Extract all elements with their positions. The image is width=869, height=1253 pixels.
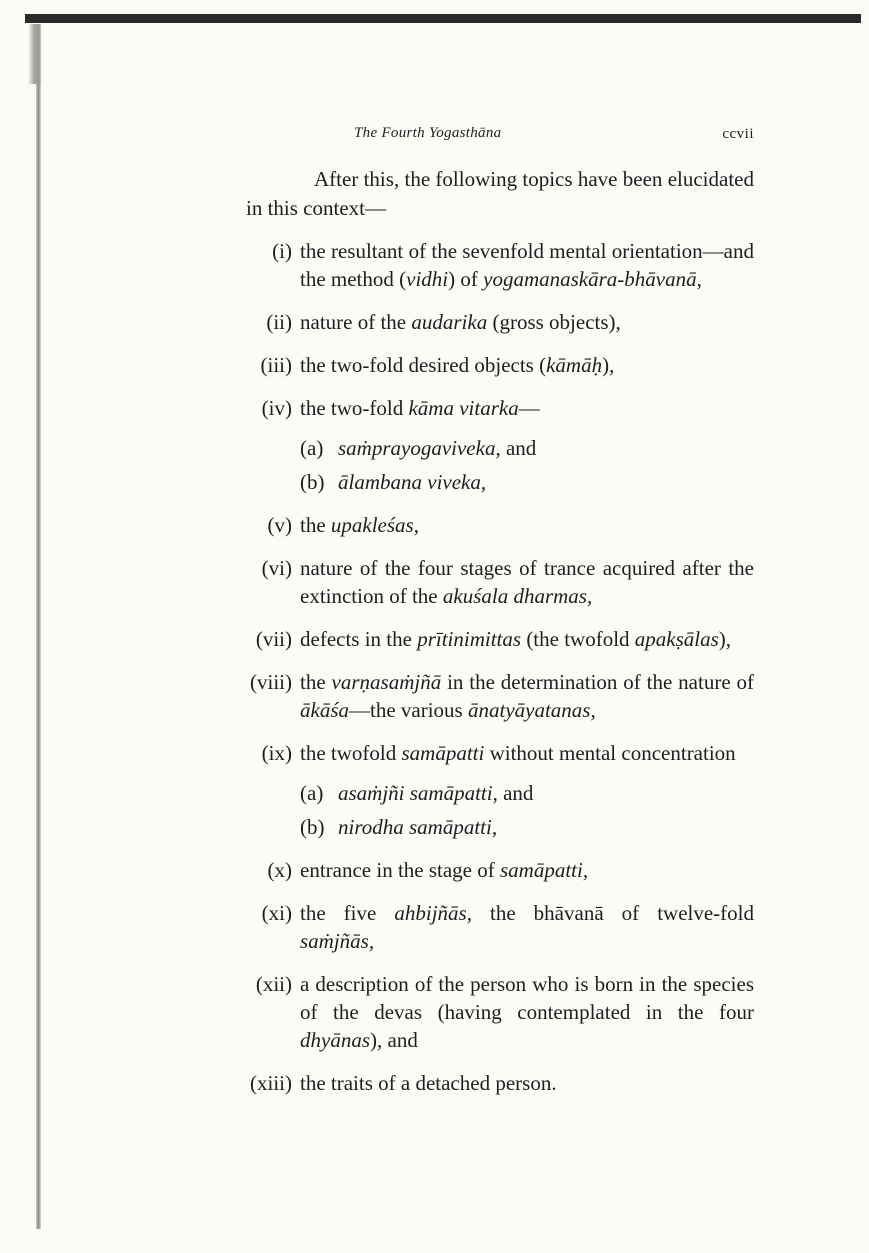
topic-number: (xi) <box>261 901 292 925</box>
italic-term: ākāśa <box>300 698 349 722</box>
italic-term: nirodha samāpatti, <box>338 815 498 839</box>
text-run: ) of <box>448 267 484 291</box>
topic-text <box>300 1071 557 1095</box>
topic-text <box>300 239 754 291</box>
text-run: , <box>413 513 419 537</box>
sub-item-list <box>300 779 754 841</box>
text-run: , and <box>495 436 537 460</box>
topic-number: (i) <box>272 239 292 263</box>
text-run: , and <box>492 781 534 805</box>
top-border-rule <box>25 14 861 23</box>
text-run: without mental concentration <box>484 741 736 765</box>
italic-term: yogamanaskāra-bhāvanā <box>483 267 697 291</box>
sub-item <box>300 779 754 807</box>
topic-text <box>300 901 754 953</box>
sub-item <box>300 468 754 496</box>
topic-item <box>246 351 754 379</box>
topic-text <box>300 972 754 1052</box>
text-run: entrance in the stage of <box>300 858 500 882</box>
topic-number: (xii) <box>255 972 292 996</box>
text-run: (the twofold <box>521 627 635 651</box>
text-run: ), and <box>370 1028 418 1052</box>
sub-item-letter: (b) <box>300 815 325 839</box>
text-run: the resultant of the sevenfold mental orientation—and the method ( <box>300 239 754 291</box>
topic-number: (x) <box>267 858 292 882</box>
text-run: —the various <box>349 698 468 722</box>
sub-item-list <box>300 434 754 496</box>
italic-term: prītinimittas <box>417 627 522 651</box>
topic-number: (iii) <box>260 353 292 377</box>
italic-term: varṇasaṁjñā <box>331 670 442 694</box>
topic-number: (ii) <box>266 310 292 334</box>
italic-term: kāmāḥ <box>546 353 603 377</box>
topic-item <box>246 899 754 955</box>
text-run: nature of the four stages of trance acquired after the extinction of the <box>300 556 754 608</box>
topic-number: (xiii) <box>250 1071 292 1095</box>
italic-term: upakleśas <box>330 513 414 537</box>
text-run: the five <box>300 901 395 925</box>
topic-text <box>300 513 419 537</box>
text-run: ), <box>718 627 732 651</box>
topic-text <box>300 858 588 882</box>
italic-term: samāpatti, <box>500 858 589 882</box>
topic-item <box>246 668 754 724</box>
sub-item-letter: (a) <box>300 436 324 460</box>
topic-number: (ix) <box>261 741 292 765</box>
topic-item <box>246 394 754 496</box>
topic-item <box>246 554 754 610</box>
topic-text <box>300 310 621 334</box>
sub-item <box>300 434 754 462</box>
italic-term: apakṣālas <box>634 627 719 651</box>
sub-item-letter: (b) <box>300 470 325 494</box>
text-run: nature of the <box>300 310 412 334</box>
topic-text <box>300 556 754 608</box>
text-run: — <box>518 396 540 420</box>
topic-text <box>300 627 731 651</box>
page-number: ccvii <box>722 126 754 142</box>
italic-term: kāma vitarka <box>408 396 519 420</box>
italic-term: samāpatti <box>401 741 485 765</box>
text-run: the twofold <box>300 741 402 765</box>
text-run: in the determination of the nature of <box>441 670 755 694</box>
topic-item <box>246 856 754 884</box>
topic-item <box>246 511 754 539</box>
topic-item <box>246 1069 754 1097</box>
italic-term: ānatyāyatanas, <box>467 698 596 722</box>
text-run: defects in the <box>300 627 418 651</box>
italic-term: akuśala dharmas, <box>442 584 593 608</box>
italic-term: ālambana viveka, <box>338 470 487 494</box>
intro-paragraph: After this, the following topics have been elucidated in this context— <box>246 167 754 220</box>
text-run: the traits of a detached person. <box>300 1071 557 1095</box>
italic-term: dhyānas <box>300 1028 370 1052</box>
topic-text <box>300 741 736 765</box>
italic-term: vidhi <box>406 267 449 291</box>
book-binding-edge <box>36 24 41 1229</box>
topic-number: (vii) <box>255 627 292 651</box>
topic-text <box>300 396 540 420</box>
italic-term: saṁjñās, <box>300 929 375 953</box>
text-run: the <box>300 670 332 694</box>
italic-term: asaṁjñi samāpatti <box>338 781 493 805</box>
topic-item <box>246 970 754 1054</box>
book-page <box>246 123 754 1112</box>
topic-text <box>300 353 614 377</box>
topic-list <box>246 237 754 1097</box>
text-run: , <box>696 267 702 291</box>
topic-text <box>300 670 754 722</box>
text-run: (gross objects), <box>487 310 621 334</box>
text-run: the two-fold desired objects ( <box>300 353 547 377</box>
topic-item <box>246 237 754 293</box>
italic-term: saṁprayogaviveka <box>338 436 496 460</box>
sub-item-letter: (a) <box>300 781 324 805</box>
text-run: a description of the person who is born in the species of the devas (having contemplated in the four <box>300 972 754 1024</box>
topic-number: (viii) <box>250 670 292 694</box>
topic-item <box>246 308 754 336</box>
text-run: ), <box>602 353 615 377</box>
italic-term: audarika <box>411 310 488 334</box>
text-run: the bhāvanā of twelve-fold <box>471 901 754 925</box>
italic-term: ahbijñās, <box>394 901 472 925</box>
topic-number: (iv) <box>261 396 292 420</box>
running-title: The Fourth Yogasthāna <box>354 125 502 141</box>
topic-number: (vi) <box>261 556 292 580</box>
topic-item <box>246 739 754 841</box>
sub-item <box>300 813 754 841</box>
running-head <box>246 123 754 155</box>
text-run: the <box>300 513 331 537</box>
topic-number: (v) <box>267 513 292 537</box>
topic-item <box>246 625 754 653</box>
text-run: the two-fold <box>300 396 409 420</box>
